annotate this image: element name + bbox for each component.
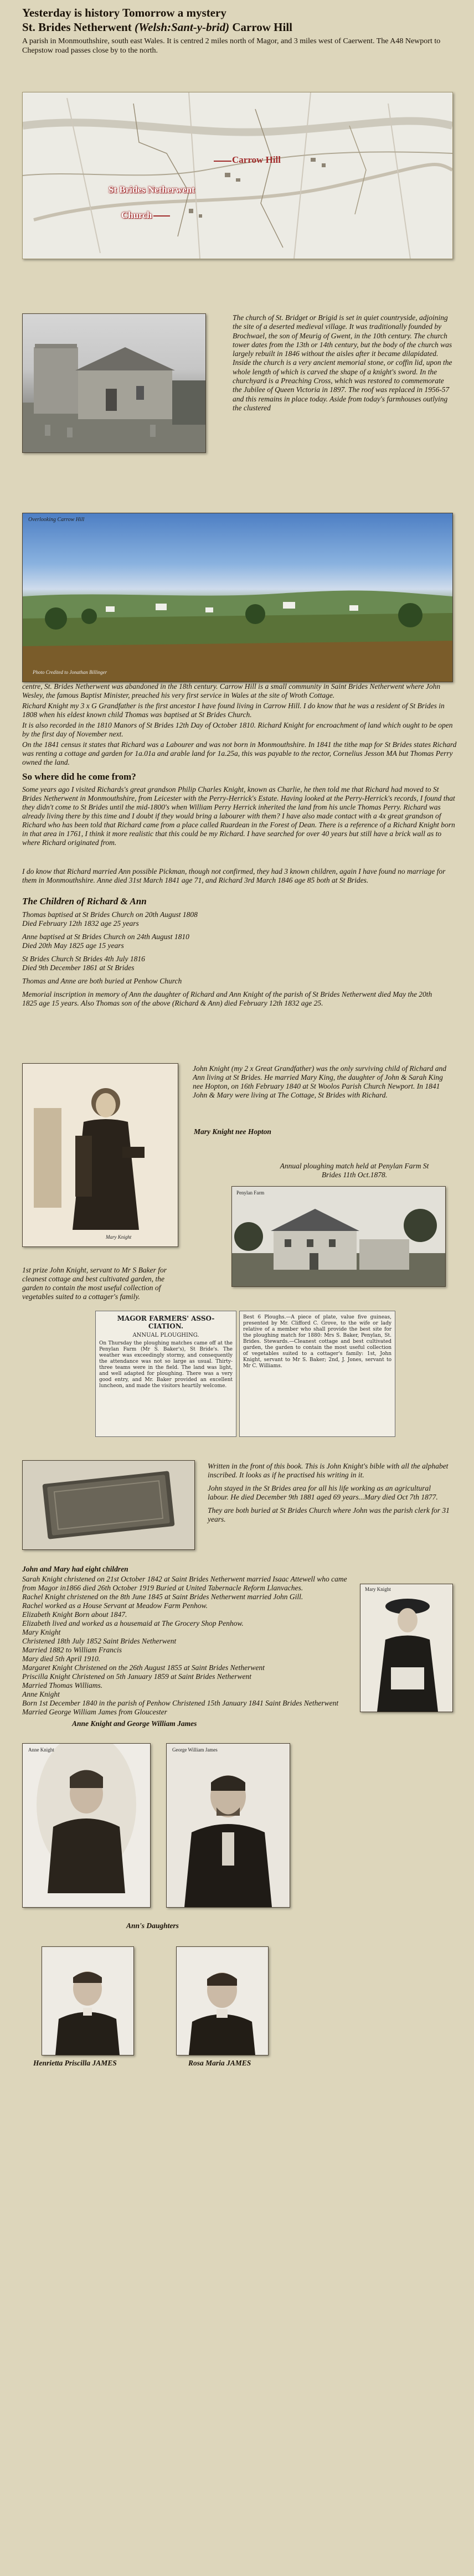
mary-portrait-caption: Mary Knight (106, 1234, 132, 1240)
history-text (22, 682, 460, 769)
landscape-photo (22, 513, 453, 682)
child2-line: Rachel Knight christened on the 8th June 1845 at Saint Brides Netherwent married John Gill. (22, 1593, 303, 1601)
anne-portrait-drawing (23, 1744, 150, 1907)
title-welsh: (Welsh:Sant-y-brid) (134, 20, 230, 34)
child-line: Thomas and Anne are both buried at Penhow Church (22, 977, 182, 985)
church-text: The church of St. Bridget or Brigid is set in quiet countryside, adjoining the site of a deserted medieval village. It was traditionally founded by Brochwael, the son of Meurig of Gwent, in the 10th century. The church tower dates from the 13th or 14th century, but the body of the church was largely rebuilt in 1846 without the aisles after it became dilapidated. Inside the church is a very ancient memorial stone, or coffin lid, upon the whole length of which is carved the shape of a knight's sword. In the churchyard is a Preaching Cross, which was restored to commemorate the Jubilee of Queen Victoria in 1897. The roof was replaced in 1956-57 and this remains in place today. Aside from today's farmhouses outlying the clustered (233, 313, 452, 412)
mary-portrait (22, 1063, 178, 1247)
john-lived: John stayed in the St Brides area for all his life working as an agricultural labour. He died December 9th 1881 aged 69 years...Mary died Oct 7th 1877. (208, 1484, 438, 1501)
newspaper-clipping-1 (95, 1311, 236, 1437)
map-pointer-carrow (214, 161, 231, 162)
para-centre: centre, St. Brides Netherwent was abandoned in the 18th century. Carrow Hill is a small community in Saint Brides Netherwent where John Wesley, the famous Baptist Minister, preached his very first service in Wales at the site of Wroth Cottage. (22, 682, 441, 699)
map-label-church: Church (121, 210, 152, 220)
daughter2-name: Rosa Maria JAMES (188, 2059, 251, 2067)
bible-drawing (23, 1461, 194, 1549)
child2-line: Married George William James from Gloucester (22, 1708, 167, 1716)
bible-block (208, 1462, 451, 1524)
anne-portrait (22, 1743, 151, 1908)
child-line: Anne baptised at St Brides Church on 24th August 1810 (22, 932, 189, 941)
buried-text: They are both buried at St Brides Church where John was the parish clerk for 31 years. (208, 1506, 450, 1523)
para-richard: Richard Knight my 3 x G Grandfather is the first ancestor I have found living in Carrow Hill. I do know that he was a resident of St Brides in 1808 when his eldest known child Thomas was baptised at St Brides Church. (22, 702, 445, 719)
para-census: On the 1841 census it states that Richard was a Labourer and was not born in Monmouthshire. In 1841 the tithe map for St Brides states Richard was renting a cottage and garden for 1a.01a and arable land for 1a.25a, this was payable to the rector, Cornelius Jesson MA but Thomas Perry owned the land. (22, 740, 457, 766)
landscape-drawing (23, 513, 452, 682)
mary-daughter-label: Mary Knight (365, 1586, 391, 1592)
mary-portrait-drawing (23, 1064, 178, 1246)
mary-daughter-portrait (360, 1584, 453, 1712)
child2-line: Married 1882 to William Francis (22, 1646, 122, 1654)
child2-line: Married Thomas Williams. (22, 1681, 103, 1689)
landscape-label: Overlooking Carrow Hill (28, 517, 85, 523)
title-place: St. Brides Netherwent (22, 20, 135, 34)
child2-line: Mary Knight (22, 1628, 61, 1636)
bible-text: Written in the front of this book. This is John Knight's bible with all the alphabet inscribed. It looks as if he practised his writing in it. (208, 1462, 449, 1479)
henrietta-drawing (42, 1947, 133, 2055)
page-title (22, 6, 454, 34)
child-line: Memorial inscription in memory of Ann the daughter of Richard and Ann Knight of the parish of St Brides Netherwent died May the 20th 1825 age 15 years. Also Thomas son of the above (Richard & Ann) died February 12th 1832 age 25. (22, 990, 432, 1007)
child2-line: Mary died 5th April 1910. (22, 1655, 101, 1663)
child2-line: Elizabeth Knight Born about 1847. (22, 1610, 127, 1619)
mary-nee: Mary Knight nee Hopton (194, 1127, 271, 1136)
child-line: Thomas baptised at St Brides Church on 20th August 1808 (22, 910, 198, 919)
child2-line: Anne Knight (22, 1690, 60, 1698)
child-line: Died 20th May 1825 age 15 years (22, 941, 124, 950)
anne-george-heading: Anne Knight and George William James (72, 1719, 197, 1728)
intro-text: A parish in Monmouthshire, south east Wales. It is centred 2 miles north of Magor, and 3 miles west of Caerwent. The A48 Newport to Chepstow road passes close by to the north. (22, 37, 441, 55)
child2-line: Sarah Knight christened on 21st October 1842 at Saint Brides Netherwent married Isaac Attewell who came from Magor in1866 died 26th October 1919 Buried at United Tabernacle Reform Llanvaches. (22, 1575, 347, 1592)
child2-line: Margaret Knight Christened on the 26th August 1855 at Saint Brides Netherwent (22, 1663, 265, 1672)
child-line: St Brides Church St Brides 4th July 1816 (22, 955, 145, 963)
church-drawing (23, 314, 205, 452)
para-ann: I do know that Richard married Ann possible Pickman, though not confirmed, they had 3 known children, again I have found no marriage for them in Monmouthshire. Anne died 31st March 1841 age 71, and Richard 3rd March 1846 age 85 both at St Brides. (22, 867, 446, 884)
ploughing-text: Annual ploughing match held at Penylan Farm St Brides 11th Oct.1878. (280, 1162, 429, 1179)
prize-text: 1st prize John Knight, servant to Mr S Baker for cleanest cottage and best cultivated garden, the garden to contain the most useful collection of vegetables suited to a cottager's family. (22, 1266, 167, 1301)
penylan-label: Penylan Farm (236, 1190, 265, 1196)
mary-daughter-drawing (360, 1584, 452, 1712)
heading-children: The Children of Richard & Ann (22, 896, 147, 906)
church-photo (22, 313, 206, 453)
child2-line: Elizabeth lived and worked as a housemaid at The Grocery Shop Penhow. (22, 1619, 244, 1627)
para-manors: It is also recorded in the 1810 Manors of St Brides 12th Day of October 1810. Richard Knight for encroachment of land which ought to be open by the first day of November next. (22, 721, 453, 738)
parish-map (22, 92, 453, 259)
title-carrow: Carrow Hill (229, 20, 293, 34)
rosa-portrait (176, 1946, 269, 2055)
george-portrait-drawing (167, 1744, 290, 1907)
penylan-drawing (232, 1187, 445, 1286)
george-label: George William James (172, 1747, 218, 1753)
child2-line: Christened 18th July 1852 Saint Brides Netherwent (22, 1637, 177, 1645)
para-where: Some years ago I visited Richards's great grandson Philip Charles Knight, known as Charlie, he then told me that Richard had moved to St Brides Netherwent in Monmouthshire, from Leicester with the Perry-Herrick's Estate. Having looked at the Perry-Herrick's records, I found that they didn't come to St Brides until the mid-1800's when William Perry Herrick inherited the land from his uncle Thomas Perry. Richard was already living there by this time and I doubt if they would bring a labourer with them? I have also made contact with a 4x great grandson of Richard who has been told that Richard came from a place called Ruardean in the Forest of Dean. There is a reference of a Richard Knight born in that area in 1761, I think it more realistic that this could be my Richard. I have searched for over 40 years but still have a brick wall as to where Richard originated from. (22, 785, 455, 847)
penylan-photo (231, 1186, 446, 1287)
child2-line: Born 1st December 1840 in the parish of Penhow Christened 15th January 1841 Saint Brides Netherwent (22, 1699, 339, 1707)
bible-photo (22, 1460, 195, 1550)
child2-line: Priscilla Knight Christened on 5th January 1859 at Saint Brides Netherwent (22, 1672, 251, 1681)
child-line: Died February 12th 1832 age 25 years (22, 919, 139, 928)
map-pointer-church (153, 215, 170, 217)
child2-line: Rachel worked as a House Servant at Meadow Farm Penhow. (22, 1601, 208, 1610)
child-line: Died 9th December 1861 at St Brides (22, 964, 135, 972)
map-drawing (23, 92, 452, 259)
children2-list (22, 1575, 354, 1717)
john-text: John Knight (my 2 x Great Grandfather) was the only surviving child of Richard and Ann living at St Brides. He married Mary King, the daughter of John & Sarah King nee Hopton, on 16th February 1840 at St Woolos Parish Church Newport. In 1841 John & Mary were living at The Cottage, St Brides with Richard. (193, 1064, 446, 1099)
title-line1: Yesterday is history Tomorrow a mystery (22, 6, 226, 19)
news1-head: MAGOR FARMERS' ASSO- CIATION. (117, 1315, 215, 1330)
anne-label: Anne Knight (28, 1747, 54, 1753)
george-portrait (166, 1743, 290, 1908)
news1-sub: ANNUAL PLOUGHING. (132, 1332, 199, 1338)
daughters-heading: Ann's Daughters (126, 1921, 179, 1930)
news2-body: Best 6 Ploughs.—A piece of plate, value five guineas, presented by Mr. Clifford C. Grove, to the wife or lady relative of a member who shall provide the best site for the ploughing match for 1880: Mrs S. Baker, Penylan, St. Brides. Stewards.—Cleanest cottage and best cultivated garden, the garden to contain the most useful collection of vegetables suited to a cottager's family: 1st, John Knight, servant to Mr S. Baker; 2nd, J. Jones, servant to Mr C. Williams. (243, 1315, 391, 1369)
daughter1-name: Henrietta Priscilla JAMES (33, 2059, 117, 2067)
heading-where: So where did he come from? (22, 771, 136, 782)
henrietta-portrait (42, 1946, 134, 2055)
rosa-drawing (177, 1947, 268, 2055)
news1-body: On Thursday the ploughing matches came off at the Penylan Farm (Mr S. Baker's), St Bride's. The weather was exceedingly stormy, and consequently the attendance was not so large as usual. Thirty-three teams were in the field. The land was light, and well adapted for ploughing. There was a very good entry, and Mr. Baker provided an excellent luncheon, and made the visitors heartily welcome. (99, 1341, 233, 1389)
map-label-carrow: Carrow Hill (232, 154, 281, 165)
landscape-credit: Photo Credited to Jonathan Billinger (33, 669, 107, 675)
children-list (22, 910, 443, 1008)
eight-children: John and Mary had eight children (22, 1565, 128, 1573)
map-label-stbrides: St Brides Netherwent (109, 184, 195, 195)
newspaper-clipping-2 (239, 1311, 395, 1437)
